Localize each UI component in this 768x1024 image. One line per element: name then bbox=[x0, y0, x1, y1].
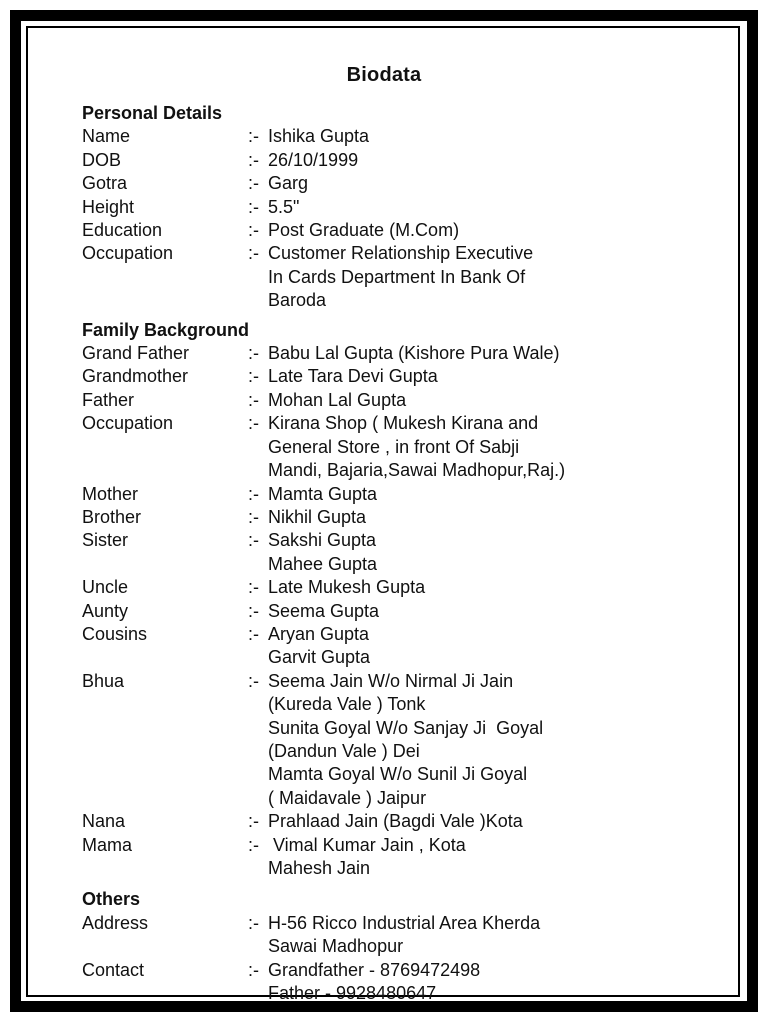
field-row bbox=[82, 242, 682, 312]
field-values bbox=[268, 365, 682, 388]
field-values bbox=[268, 412, 682, 482]
field-value: Ishika Gupta bbox=[268, 126, 370, 147]
field-separator: :- bbox=[248, 834, 259, 855]
field-label: Occupation bbox=[82, 413, 174, 434]
field-row bbox=[82, 959, 682, 1006]
field-separator: :- bbox=[248, 126, 259, 147]
field-row bbox=[82, 483, 682, 506]
field-separator: :- bbox=[248, 413, 259, 434]
field-row bbox=[82, 670, 682, 810]
field-label: DOB bbox=[82, 149, 122, 170]
field-label: Father bbox=[82, 389, 135, 410]
field-label: Gotra bbox=[82, 173, 128, 194]
field-value: In Cards Department In Bank Of bbox=[268, 266, 526, 287]
field-value: ( Maidavale ) Jaipur bbox=[268, 787, 427, 808]
field-value: Mahee Gupta bbox=[268, 553, 378, 574]
field-value: Aryan Gupta bbox=[268, 623, 370, 644]
field-value: Sawai Madhopur bbox=[268, 936, 404, 957]
field-row bbox=[82, 576, 682, 599]
section bbox=[82, 319, 682, 881]
field-values bbox=[268, 196, 682, 219]
field-values bbox=[268, 506, 682, 529]
field-value: Grandfather - 8769472498 bbox=[268, 959, 481, 980]
field-value: Babu Lal Gupta (Kishore Pura Wale) bbox=[268, 343, 560, 364]
field-separator: :- bbox=[248, 577, 259, 598]
field-label: Mother bbox=[82, 483, 139, 504]
field-value: Baroda bbox=[268, 290, 327, 311]
field-value: Post Graduate (M.Com) bbox=[268, 220, 460, 241]
field-values bbox=[268, 219, 682, 242]
field-value: Seema Gupta bbox=[268, 600, 380, 621]
field-value: Seema Jain W/o Nirmal Ji Jain bbox=[268, 670, 514, 691]
field-values bbox=[268, 342, 682, 365]
field-row bbox=[82, 600, 682, 623]
field-value: Father - 9928480647 bbox=[268, 983, 437, 1004]
field-row bbox=[82, 529, 682, 576]
field-row bbox=[82, 506, 682, 529]
field-value: H-56 Ricco Industrial Area Kherda bbox=[268, 912, 541, 933]
field-value: Garg bbox=[268, 173, 309, 194]
field-value: Mandi, Bajaria,Sawai Madhopur,Raj.) bbox=[268, 460, 566, 481]
field-values bbox=[268, 600, 682, 623]
field-value: Mamta Goyal W/o Sunil Ji Goyal bbox=[268, 764, 528, 785]
field-value: (Kureda Vale ) Tonk bbox=[268, 694, 426, 715]
field-separator: :- bbox=[248, 912, 259, 933]
field-values bbox=[268, 149, 682, 172]
field-separator: :- bbox=[248, 366, 259, 387]
field-separator: :- bbox=[248, 220, 259, 241]
field-values bbox=[268, 623, 682, 670]
section-heading: Others bbox=[82, 889, 141, 910]
field-row bbox=[82, 342, 682, 365]
field-separator: :- bbox=[248, 600, 259, 621]
field-separator: :- bbox=[248, 173, 259, 194]
field-label: Brother bbox=[82, 506, 142, 527]
field-separator: :- bbox=[248, 483, 259, 504]
field-row bbox=[82, 623, 682, 670]
field-label: Name bbox=[82, 126, 131, 147]
field-label: Grandmother bbox=[82, 366, 189, 387]
field-row bbox=[82, 196, 682, 219]
section bbox=[82, 888, 682, 1005]
field-values bbox=[268, 172, 682, 195]
field-values bbox=[268, 810, 682, 833]
field-values bbox=[268, 959, 682, 1006]
section bbox=[82, 102, 682, 313]
field-row bbox=[82, 219, 682, 242]
field-row bbox=[82, 834, 682, 881]
field-label: Grand Father bbox=[82, 343, 190, 364]
field-row bbox=[82, 172, 682, 195]
field-value: 5.5" bbox=[268, 196, 300, 217]
field-separator: :- bbox=[248, 811, 259, 832]
field-values bbox=[268, 834, 682, 881]
field-value: Sakshi Gupta bbox=[268, 530, 377, 551]
field-value: Customer Relationship Executive bbox=[268, 243, 534, 264]
field-separator: :- bbox=[248, 343, 259, 364]
field-values bbox=[268, 483, 682, 506]
field-values bbox=[268, 125, 682, 148]
section-heading: Personal Details bbox=[82, 103, 223, 123]
field-row bbox=[82, 365, 682, 388]
field-row bbox=[82, 125, 682, 148]
field-row bbox=[82, 389, 682, 412]
field-value: Kirana Shop ( Mukesh Kirana and bbox=[268, 413, 539, 434]
field-value: Late Tara Devi Gupta bbox=[268, 366, 438, 387]
field-separator: :- bbox=[248, 506, 259, 527]
field-label: Contact bbox=[82, 959, 145, 980]
field-label: Height bbox=[82, 196, 135, 217]
field-values bbox=[268, 576, 682, 599]
field-label: Bhua bbox=[82, 670, 125, 691]
field-separator: :- bbox=[248, 623, 259, 644]
field-separator: :- bbox=[248, 530, 259, 551]
field-label: Mama bbox=[82, 834, 133, 855]
field-value: Garvit Gupta bbox=[268, 647, 371, 668]
field-label: Address bbox=[82, 912, 149, 933]
section-heading: Family Background bbox=[82, 319, 250, 340]
field-row bbox=[82, 810, 682, 833]
field-value: (Dandun Vale ) Dei bbox=[268, 740, 420, 761]
field-value: Mohan Lal Gupta bbox=[268, 389, 407, 410]
field-value: Prahlaad Jain (Bagdi Vale )Kota bbox=[268, 811, 523, 832]
field-separator: :- bbox=[248, 389, 259, 410]
field-value: Vimal Kumar Jain , Kota bbox=[268, 834, 466, 855]
field-values bbox=[268, 529, 682, 576]
document-title: Biodata bbox=[346, 64, 422, 86]
field-values bbox=[268, 389, 682, 412]
field-label: Education bbox=[82, 220, 163, 241]
field-separator: :- bbox=[248, 959, 259, 980]
field-values bbox=[268, 670, 682, 810]
field-separator: :- bbox=[248, 149, 259, 170]
field-label: Nana bbox=[82, 811, 126, 832]
field-values bbox=[268, 912, 682, 959]
field-value: Mahesh Jain bbox=[268, 858, 371, 878]
field-value: Nikhil Gupta bbox=[268, 506, 367, 527]
field-value: Mamta Gupta bbox=[268, 483, 378, 504]
field-separator: :- bbox=[248, 196, 259, 217]
field-separator: :- bbox=[248, 670, 259, 691]
field-values bbox=[268, 242, 682, 312]
field-row bbox=[82, 412, 682, 482]
field-separator: :- bbox=[248, 243, 259, 264]
field-label: Sister bbox=[82, 530, 129, 551]
field-value: General Store , in front Of Sabji bbox=[268, 436, 520, 457]
field-label: Occupation bbox=[82, 243, 174, 264]
field-label: Aunty bbox=[82, 600, 129, 621]
field-label: Uncle bbox=[82, 577, 129, 598]
field-row bbox=[82, 149, 682, 172]
biodata-content bbox=[82, 102, 682, 1005]
field-label: Cousins bbox=[82, 623, 148, 644]
field-row bbox=[82, 912, 682, 959]
field-value: Late Mukesh Gupta bbox=[268, 577, 426, 598]
field-value: 26/10/1999 bbox=[268, 149, 359, 170]
field-value: Sunita Goyal W/o Sanjay Ji Goyal bbox=[268, 717, 544, 738]
